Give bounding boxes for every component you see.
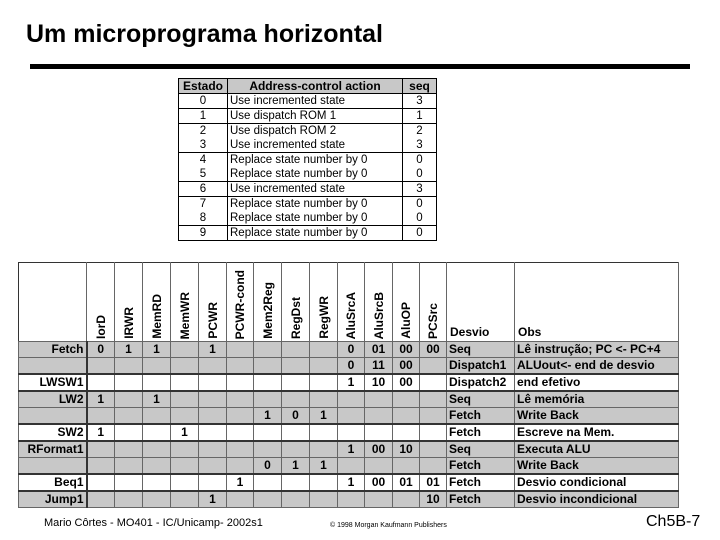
field-cell: [420, 374, 447, 391]
field-cell: [87, 358, 115, 375]
field-cell: [227, 391, 254, 408]
field-cell: [254, 374, 282, 391]
row-label: [19, 458, 87, 475]
field-cell: [254, 491, 282, 508]
field-cell: Seq: [447, 391, 515, 408]
field-cell: [87, 491, 115, 508]
row-label: Jump1: [19, 491, 87, 508]
field-cell: Seq: [447, 441, 515, 458]
header-label: Mem2Reg: [260, 282, 275, 339]
field-cell: [199, 458, 227, 475]
field-cell: 00: [393, 358, 420, 375]
microinstruction-row: [19, 391, 679, 408]
field-cell: Fetch: [447, 424, 515, 441]
microinstruction-row: [19, 342, 679, 358]
row-label: RFormat1: [19, 441, 87, 458]
field-cell: 10: [365, 374, 393, 391]
footer-copyright: © 1998 Morgan Kaufmann Publishers: [330, 522, 447, 529]
field-cell: [115, 391, 143, 408]
seq-cell: 0: [403, 226, 437, 241]
header-label: PCWR-cond: [233, 269, 247, 339]
field-cell: 11: [365, 358, 393, 375]
field-cell: [171, 358, 199, 375]
field-cell: [227, 374, 254, 391]
field-cell: Desvio condicional: [515, 474, 679, 491]
field-cell: [87, 374, 115, 391]
microinstruction-row: [19, 441, 679, 458]
header-obs: [515, 263, 679, 342]
field-cell: [365, 408, 393, 425]
header-pcsrc: [420, 263, 447, 342]
field-cell: 00: [365, 474, 393, 491]
field-cell: [143, 408, 171, 425]
field-cell: [199, 374, 227, 391]
table-row: [179, 138, 437, 153]
action-cell: Use incremented state: [228, 94, 403, 109]
field-cell: [227, 424, 254, 441]
table-row: [179, 124, 437, 139]
field-cell: 1: [171, 424, 199, 441]
field-cell: [282, 491, 310, 508]
state-cell: 8: [179, 211, 228, 226]
field-cell: [143, 358, 171, 375]
field-cell: Write Back: [515, 458, 679, 475]
field-cell: [227, 408, 254, 425]
state-cell: 1: [179, 109, 228, 124]
action-cell: Replace state number by 0: [228, 153, 403, 168]
state-cell: 4: [179, 153, 228, 168]
field-cell: [227, 458, 254, 475]
field-cell: Fetch: [447, 474, 515, 491]
action-cell: Use dispatch ROM 2: [228, 124, 403, 139]
table-row: [179, 226, 437, 241]
field-cell: [310, 424, 338, 441]
field-cell: [171, 441, 199, 458]
table-row: [179, 109, 437, 124]
state-cell: 0: [179, 94, 228, 109]
field-cell: [171, 474, 199, 491]
field-cell: 1: [143, 342, 171, 358]
field-cell: 0: [338, 342, 365, 358]
header-label: MemRD: [149, 294, 164, 339]
field-cell: Lê memória: [515, 391, 679, 408]
field-cell: [171, 491, 199, 508]
field-cell: [365, 391, 393, 408]
field-cell: Escreve na Mem.: [515, 424, 679, 441]
field-cell: [227, 441, 254, 458]
field-cell: [365, 458, 393, 475]
slide-number: Ch5B-7: [646, 513, 701, 530]
header-label: PCWR: [205, 302, 220, 339]
action-cell: Replace state number by 0: [228, 197, 403, 212]
field-cell: [171, 408, 199, 425]
field-cell: 10: [420, 491, 447, 508]
field-cell: [393, 458, 420, 475]
field-cell: [115, 474, 143, 491]
header-label: RegWR: [316, 296, 331, 339]
footer-author: Mario Côrtes - MO401 - IC/Unicamp- 2002s1: [44, 517, 263, 529]
action-cell: Replace state number by 0: [228, 226, 403, 241]
field-cell: Desvio incondicional: [515, 491, 679, 508]
field-cell: [171, 391, 199, 408]
field-cell: [310, 391, 338, 408]
field-cell: [254, 424, 282, 441]
field-cell: [227, 358, 254, 375]
field-cell: [420, 391, 447, 408]
field-cell: Write Back: [515, 408, 679, 425]
header-label: PCSrc: [426, 302, 440, 339]
microinstruction-row: [19, 374, 679, 391]
field-cell: Fetch: [447, 458, 515, 475]
row-label: [19, 408, 87, 425]
header-seq: seq: [403, 79, 437, 94]
field-cell: [115, 358, 143, 375]
field-cell: 00: [393, 342, 420, 358]
field-cell: 1: [282, 458, 310, 475]
field-cell: 0: [338, 358, 365, 375]
field-cell: [115, 408, 143, 425]
header-desvio: [447, 263, 515, 342]
title-divider: [30, 64, 690, 69]
corner-cell: [19, 263, 87, 342]
field-cell: [365, 424, 393, 441]
microinstruction-row: [19, 474, 679, 491]
header-regdst: [282, 263, 310, 342]
action-cell: Use incremented state: [228, 182, 403, 197]
field-cell: [199, 441, 227, 458]
field-cell: [310, 441, 338, 458]
field-cell: [143, 458, 171, 475]
table-row: [179, 94, 437, 109]
field-cell: 10: [393, 441, 420, 458]
field-cell: Dispatch1: [447, 358, 515, 375]
table-row: [179, 211, 437, 226]
sequencer-table: [178, 78, 437, 241]
field-cell: [115, 374, 143, 391]
field-cell: [143, 374, 171, 391]
action-cell: Replace state number by 0: [228, 167, 403, 182]
field-cell: 01: [365, 342, 393, 358]
field-cell: [87, 408, 115, 425]
field-cell: [254, 474, 282, 491]
field-cell: 1: [310, 458, 338, 475]
field-cell: 1: [227, 474, 254, 491]
field-cell: Fetch: [447, 491, 515, 508]
field-cell: ALUout<- end de desvio: [515, 358, 679, 375]
field-cell: [143, 474, 171, 491]
state-cell: 3: [179, 138, 228, 153]
field-cell: 1: [115, 342, 143, 358]
field-cell: Fetch: [447, 408, 515, 425]
field-cell: [115, 458, 143, 475]
row-label: SW2: [19, 424, 87, 441]
field-cell: [338, 458, 365, 475]
microinstruction-row: [19, 491, 679, 508]
state-cell: 6: [179, 182, 228, 197]
field-cell: 00: [420, 342, 447, 358]
field-cell: 00: [393, 374, 420, 391]
field-cell: [199, 358, 227, 375]
field-cell: [338, 491, 365, 508]
field-cell: [282, 474, 310, 491]
seq-cell: 0: [403, 211, 437, 226]
field-cell: Dispatch2: [447, 374, 515, 391]
field-cell: [199, 408, 227, 425]
field-cell: [393, 424, 420, 441]
field-cell: [143, 424, 171, 441]
header-label: Desvio: [450, 325, 490, 339]
field-cell: [115, 491, 143, 508]
field-cell: 1: [87, 424, 115, 441]
microinstruction-row: [19, 424, 679, 441]
slide-title: Um microprograma horizontal: [26, 20, 383, 48]
microprogram-table: [18, 262, 679, 508]
field-cell: [310, 342, 338, 358]
field-cell: [282, 342, 310, 358]
field-cell: [254, 441, 282, 458]
header-alusrcb: [365, 263, 393, 342]
field-cell: [365, 491, 393, 508]
header-irwr: [115, 263, 143, 342]
field-cell: Seq: [447, 342, 515, 358]
field-cell: end efetivo: [515, 374, 679, 391]
field-cell: [310, 491, 338, 508]
field-cell: [87, 474, 115, 491]
field-cell: [282, 374, 310, 391]
header-label: AluOP: [399, 302, 413, 339]
field-cell: 1: [254, 408, 282, 425]
header-estado: Estado: [179, 79, 228, 94]
field-cell: [199, 474, 227, 491]
field-cell: [171, 458, 199, 475]
seq-cell: 0: [403, 197, 437, 212]
field-cell: 1: [338, 374, 365, 391]
field-cell: [199, 391, 227, 408]
field-cell: 1: [143, 391, 171, 408]
field-cell: [338, 408, 365, 425]
field-cell: [420, 358, 447, 375]
field-cell: [338, 424, 365, 441]
field-cell: 01: [393, 474, 420, 491]
field-cell: 01: [420, 474, 447, 491]
field-cell: 00: [365, 441, 393, 458]
field-cell: 0: [254, 458, 282, 475]
field-cell: [254, 342, 282, 358]
field-cell: [171, 342, 199, 358]
header-memwr: [171, 263, 199, 342]
header-label: RegDst: [288, 296, 303, 339]
field-cell: 1: [199, 491, 227, 508]
row-label: [19, 358, 87, 375]
microinstruction-row: [19, 458, 679, 475]
field-cell: [310, 474, 338, 491]
field-cell: [282, 391, 310, 408]
state-cell: 2: [179, 124, 228, 139]
field-cell: [420, 424, 447, 441]
field-cell: [420, 408, 447, 425]
field-cell: [87, 441, 115, 458]
row-label: LW2: [19, 391, 87, 408]
seq-cell: 3: [403, 94, 437, 109]
field-cell: [338, 391, 365, 408]
field-cell: [254, 391, 282, 408]
field-cell: [254, 358, 282, 375]
field-cell: [393, 391, 420, 408]
field-cell: [282, 358, 310, 375]
field-cell: [393, 408, 420, 425]
field-cell: [310, 374, 338, 391]
field-cell: Lê instrução; PC <- PC+4: [515, 342, 679, 358]
header-aluop: [393, 263, 420, 342]
state-cell: 9: [179, 226, 228, 241]
header-alusrca: [338, 263, 365, 342]
field-cell: [87, 458, 115, 475]
microinstruction-row: [19, 408, 679, 425]
seq-cell: 0: [403, 153, 437, 168]
seq-cell: 1: [403, 109, 437, 124]
header-label: AluSrcA: [344, 291, 358, 339]
field-cell: [143, 491, 171, 508]
table-row: [179, 153, 437, 168]
row-label: LWSW1: [19, 374, 87, 391]
field-cell: [199, 424, 227, 441]
header-mem2reg: [254, 263, 282, 342]
table-row: [179, 182, 437, 197]
header-regwr: [310, 263, 338, 342]
seq-cell: 3: [403, 138, 437, 153]
field-cell: [227, 491, 254, 508]
field-cell: [393, 491, 420, 508]
header-label: Obs: [518, 325, 542, 339]
field-cell: [115, 441, 143, 458]
row-label: Beq1: [19, 474, 87, 491]
field-cell: [171, 374, 199, 391]
header-memrd: [143, 263, 171, 342]
header-label: MemWR: [177, 291, 192, 339]
header-iord: [87, 263, 115, 342]
field-cell: [420, 441, 447, 458]
header-pcwr: [199, 263, 227, 342]
field-cell: 1: [310, 408, 338, 425]
field-cell: 1: [87, 391, 115, 408]
seq-cell: 2: [403, 124, 437, 139]
action-cell: Replace state number by 0: [228, 211, 403, 226]
field-cell: [115, 424, 143, 441]
field-cell: 0: [282, 408, 310, 425]
row-label: Fetch: [19, 342, 87, 358]
seq-cell: 3: [403, 182, 437, 197]
field-cell: [143, 441, 171, 458]
state-cell: 7: [179, 197, 228, 212]
table-row: [179, 197, 437, 212]
header-action: Address-control action: [228, 79, 403, 94]
table-row: [179, 167, 437, 182]
action-cell: Use dispatch ROM 1: [228, 109, 403, 124]
state-cell: 5: [179, 167, 228, 182]
microinstruction-row: [19, 358, 679, 375]
field-cell: Executa ALU: [515, 441, 679, 458]
field-cell: [282, 441, 310, 458]
header-label: AluSrcB: [371, 291, 386, 339]
header-label: IRWR: [121, 307, 136, 339]
header-label: IorD: [93, 315, 108, 339]
action-cell: Use incremented state: [228, 138, 403, 153]
field-cell: 1: [338, 441, 365, 458]
seq-cell: 0: [403, 167, 437, 182]
header-pcwr-cond: [227, 263, 254, 342]
field-cell: [227, 342, 254, 358]
field-cell: 1: [338, 474, 365, 491]
field-cell: [282, 424, 310, 441]
field-cell: 0: [87, 342, 115, 358]
field-cell: 1: [199, 342, 227, 358]
field-cell: [420, 458, 447, 475]
field-cell: [310, 358, 338, 375]
